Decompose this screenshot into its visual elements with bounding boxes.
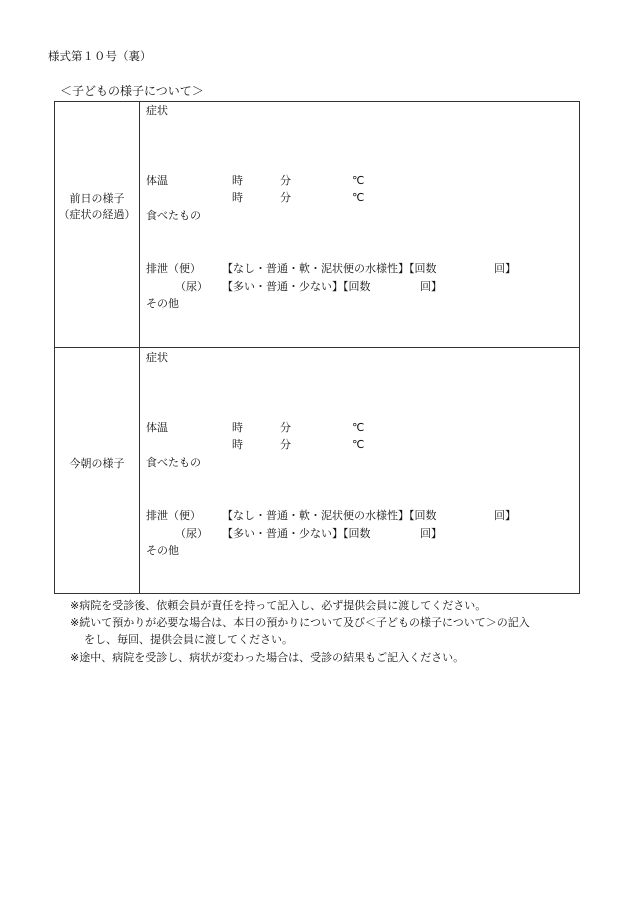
other-label: その他 [146,297,179,310]
form-number: 様式第１０号（裏） [48,49,152,63]
stool-count-end: 回】 [494,262,516,275]
minute-label: 分 [280,438,291,451]
other-label: その他 [146,544,179,557]
section-heading: ＜子どもの様子について＞ [60,84,204,98]
row-label-previous-day-sub: （症状の経過） [58,208,136,221]
note-1: ※病院を受診後、依頼会員が責任を持って記入し、必ず提供会員に渡してください。 [70,599,487,612]
urine-options: 【多い・普通・少ない】【回数 [222,527,371,540]
note-2-continued: をし、毎回、提供会員に渡してください。 [84,633,293,646]
urine-count-end: 回】 [420,527,442,540]
row-label-previous-day: 前日の様子 [69,192,125,205]
celsius-label: ℃ [352,438,365,451]
minute-label: 分 [280,191,291,204]
temperature-label: 体温 [146,421,168,434]
food-label: 食べたもの [146,209,201,222]
hour-label: 時 [232,191,243,204]
celsius-label: ℃ [352,191,365,204]
minute-label: 分 [280,421,291,434]
hour-label: 時 [232,421,243,434]
urine-label: （尿） [175,527,208,540]
symptoms-label: 症状 [146,104,168,117]
note-3: ※途中、病院を受診し、病状が変わった場合は、受診の結果もご記入ください。 [70,651,465,664]
symptoms-label: 症状 [146,351,168,364]
hour-label: 時 [232,438,243,451]
urine-label: （尿） [175,280,208,293]
stool-count-end: 回】 [494,509,516,522]
minute-label: 分 [280,174,291,187]
note-2: ※続いて預かりが必要な場合は、本日の預かりについて及び＜子どもの様子について＞の記入 [70,616,530,629]
urine-options: 【多い・普通・少ない】【回数 [222,280,371,293]
stool-options: 【なし・普通・軟・泥状便の水様性】【回数 [222,509,437,522]
temperature-label: 体温 [146,174,168,187]
stool-label: 排泄（便） [146,509,201,522]
urine-count-end: 回】 [420,280,442,293]
celsius-label: ℃ [352,174,365,187]
table-row-divider [54,347,580,348]
food-label: 食べたもの [146,456,201,469]
stool-label: 排泄（便） [146,262,201,275]
hour-label: 時 [232,174,243,187]
stool-options: 【なし・普通・軟・泥状便の水様性】【回数 [222,262,437,275]
celsius-label: ℃ [352,421,365,434]
row-label-this-morning: 今朝の様子 [69,457,125,470]
